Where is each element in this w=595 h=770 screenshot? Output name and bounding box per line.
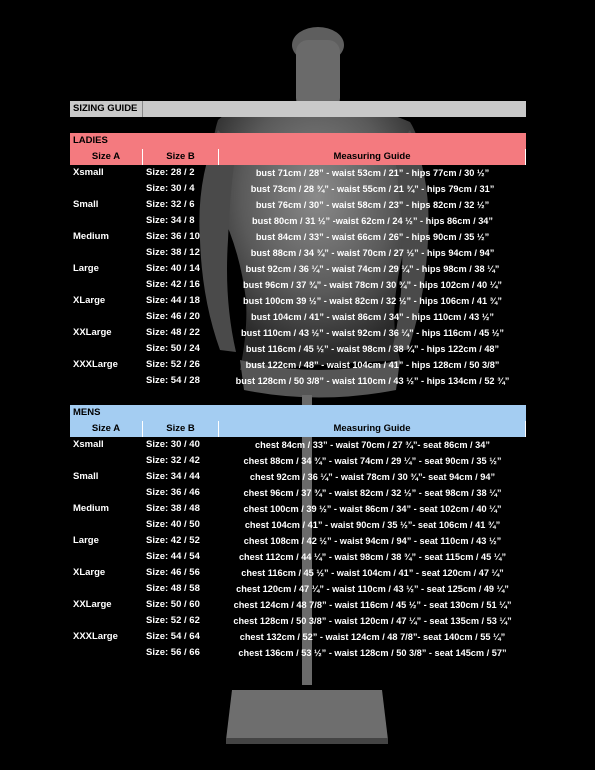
measuring-guide-cell: chest 120cm / 47 ¼” - waist 110cm / 43 ½” - seat 125cm / 49 ¼” bbox=[236, 584, 509, 594]
size-a-cell: XXXLarge bbox=[73, 631, 118, 642]
column-header-measuring-guide: Measuring Guide bbox=[219, 149, 526, 165]
size-a-cell bbox=[70, 341, 143, 357]
size-b-cell: Size: 30 / 4 bbox=[146, 183, 195, 194]
table-row bbox=[70, 629, 526, 645]
size-a-cell bbox=[70, 517, 143, 533]
table-row bbox=[70, 277, 526, 293]
table-row bbox=[70, 565, 526, 581]
measuring-guide-cell: bust 104cm / 41” - waist 86cm / 34” - hips 110cm / 43 ½” bbox=[250, 312, 495, 322]
size-b-cell: Size: 56 / 66 bbox=[146, 647, 200, 658]
measuring-guide-cell: chest 84cm / 33” - waist 70cm / 27 ¾”- seat 86cm / 34” bbox=[255, 440, 490, 450]
size-b-cell: Size: 28 / 2 bbox=[146, 167, 195, 178]
size-b-cell: Size: 38 / 12 bbox=[146, 247, 200, 258]
table-row bbox=[70, 373, 526, 389]
size-b-cell: Size: 34 / 8 bbox=[146, 215, 195, 226]
size-a-cell: XXXLarge bbox=[73, 359, 118, 370]
size-b-cell: Size: 50 / 60 bbox=[146, 599, 200, 610]
size-a-cell: Large bbox=[73, 263, 99, 274]
table-row bbox=[70, 261, 526, 277]
ladies-section-bar bbox=[70, 133, 526, 149]
measuring-guide-cell: bust 122cm / 48” - waist 104cm / 41” - hips 128cm / 50 3/8” bbox=[245, 360, 500, 370]
measuring-guide-cell: chest 124cm / 48 7/8” - waist 116cm / 45 ½” - seat 130cm / 51 ¼” bbox=[233, 600, 512, 610]
size-a-cell: Xsmall bbox=[73, 439, 104, 450]
measuring-guide-cell: bust 100cm 39 ½” - waist 82cm / 32 ½” - hips 106cm / 41 ¾” bbox=[243, 296, 502, 306]
size-a-cell bbox=[70, 309, 143, 325]
table-row bbox=[70, 485, 526, 501]
measuring-guide-cell: bust 110cm / 43 ½” - waist 92cm / 36 ¼” - hips 116cm / 45 ½” bbox=[241, 328, 504, 338]
sizing-guide-sheet bbox=[70, 101, 526, 661]
size-a-cell bbox=[70, 613, 143, 629]
size-b-cell: Size: 38 / 48 bbox=[146, 503, 200, 514]
size-a-cell bbox=[70, 245, 143, 261]
table-row bbox=[70, 581, 526, 597]
measuring-guide-cell: chest 132cm / 52” - waist 124cm / 48 7/8”- seat 140cm / 55 ¼” bbox=[239, 632, 506, 642]
size-b-cell: Size: 40 / 50 bbox=[146, 519, 200, 530]
size-a-cell: Medium bbox=[73, 503, 109, 514]
size-a-cell: Large bbox=[73, 535, 99, 546]
size-b-cell: Size: 50 / 24 bbox=[146, 343, 200, 354]
size-b-cell: Size: 46 / 56 bbox=[146, 567, 200, 578]
size-a-cell: XXLarge bbox=[73, 327, 112, 338]
size-b-cell: Size: 54 / 28 bbox=[146, 375, 200, 386]
size-b-cell: Size: 52 / 26 bbox=[146, 359, 200, 370]
size-a-cell: Small bbox=[73, 471, 99, 482]
spacer bbox=[70, 117, 526, 133]
table-row bbox=[70, 597, 526, 613]
table-row bbox=[70, 245, 526, 261]
table-row bbox=[70, 293, 526, 309]
sizing-guide-title-bar bbox=[70, 101, 526, 117]
size-b-cell: Size: 42 / 52 bbox=[146, 535, 200, 546]
mens-section-label: MENS bbox=[73, 407, 101, 418]
measuring-guide-cell: bust 116cm / 45 ½” - waist 98cm / 38 ¾” - hips 122cm / 48” bbox=[245, 344, 500, 354]
measuring-guide-cell: chest 112cm / 44 ¼” - waist 98cm / 38 ¾” - seat 115cm / 45 ¼” bbox=[238, 552, 507, 562]
measuring-guide-cell: chest 104cm / 41” - waist 90cm / 35 ½”- seat 106cm / 41 ¾” bbox=[244, 520, 501, 530]
size-a-cell: Xsmall bbox=[73, 167, 104, 178]
table-row bbox=[70, 645, 526, 661]
size-b-cell: Size: 48 / 58 bbox=[146, 583, 200, 594]
size-b-cell: Size: 52 / 62 bbox=[146, 615, 200, 626]
table-row bbox=[70, 325, 526, 341]
size-b-cell: Size: 32 / 6 bbox=[146, 199, 195, 210]
measuring-guide-cell: bust 80cm / 31 ½” -waist 62cm / 24 ½” - hips 86cm / 34” bbox=[251, 216, 494, 226]
table-row bbox=[70, 181, 526, 197]
ladies-table-body bbox=[70, 165, 526, 389]
ladies-section-label: LADIES bbox=[73, 135, 108, 146]
table-row bbox=[70, 341, 526, 357]
size-a-cell: Medium bbox=[73, 231, 109, 242]
table-row bbox=[70, 197, 526, 213]
size-a-cell bbox=[70, 277, 143, 293]
ladies-table-header bbox=[70, 149, 526, 165]
table-row bbox=[70, 309, 526, 325]
measuring-guide-cell: bust 73cm / 28 ¾” - waist 55cm / 21 ¾” - hips 79cm / 31” bbox=[250, 184, 495, 194]
size-b-cell: Size: 42 / 16 bbox=[146, 279, 200, 290]
column-header-measuring-guide: Measuring Guide bbox=[219, 421, 526, 437]
mens-table-body bbox=[70, 437, 526, 661]
measuring-guide-cell: chest 128cm / 50 3/8” - waist 120cm / 47 ¼” - seat 135cm / 53 ¼” bbox=[233, 616, 512, 626]
spacer bbox=[70, 389, 526, 405]
table-row bbox=[70, 453, 526, 469]
size-a-cell bbox=[70, 645, 143, 661]
measuring-guide-cell: chest 100cm / 39 ½” - waist 86cm / 34” - seat 102cm / 40 ¼” bbox=[243, 504, 502, 514]
size-a-cell: Small bbox=[73, 199, 99, 210]
size-b-cell: Size: 46 / 20 bbox=[146, 311, 200, 322]
size-b-cell: Size: 44 / 18 bbox=[146, 295, 200, 306]
size-a-cell: XLarge bbox=[73, 567, 106, 578]
measuring-guide-cell: bust 128cm / 50 3/8” - waist 110cm / 43 ½” - hips 134cm / 52 ¾” bbox=[235, 376, 510, 386]
measuring-guide-cell: chest 92cm / 36 ¼” - waist 78cm / 30 ¾”- seat 94cm / 94” bbox=[249, 472, 496, 482]
measuring-guide-cell: bust 88cm / 34 ¾” - waist 70cm / 27 ½” - hips 94cm / 94” bbox=[250, 248, 495, 258]
size-b-cell: Size: 36 / 10 bbox=[146, 231, 200, 242]
measuring-guide-cell: chest 116cm / 45 ½” - waist 104cm / 41” - seat 120cm / 47 ¼” bbox=[241, 568, 504, 578]
size-b-cell: Size: 44 / 54 bbox=[146, 551, 200, 562]
size-b-cell: Size: 34 / 44 bbox=[146, 471, 200, 482]
table-row bbox=[70, 165, 526, 181]
size-a-cell bbox=[70, 549, 143, 565]
size-a-cell bbox=[70, 213, 143, 229]
size-b-cell: Size: 54 / 64 bbox=[146, 631, 200, 642]
table-row bbox=[70, 533, 526, 549]
table-row bbox=[70, 437, 526, 453]
size-b-cell: Size: 30 / 40 bbox=[146, 439, 200, 450]
measuring-guide-cell: chest 96cm / 37 ¾” - waist 82cm / 32 ½” - seat 98cm / 38 ¼” bbox=[243, 488, 502, 498]
size-a-cell: XXLarge bbox=[73, 599, 112, 610]
size-b-cell: Size: 36 / 46 bbox=[146, 487, 200, 498]
column-header-size-a: Size A bbox=[70, 421, 143, 437]
measuring-guide-cell: chest 88cm / 34 ¾” - waist 74cm / 29 ¼” - seat 90cm / 35 ½” bbox=[243, 456, 502, 466]
measuring-guide-cell: bust 84cm / 33” - waist 66cm / 26” - hips 90cm / 35 ½” bbox=[255, 232, 490, 242]
column-header-size-b: Size B bbox=[143, 421, 219, 437]
size-a-cell: XLarge bbox=[73, 295, 106, 306]
measuring-guide-cell: bust 92cm / 36 ¼” - waist 74cm / 29 ¼” - hips 98cm / 38 ¼” bbox=[245, 264, 500, 274]
size-a-cell bbox=[70, 485, 143, 501]
table-row bbox=[70, 549, 526, 565]
size-a-cell bbox=[70, 453, 143, 469]
column-header-size-b: Size B bbox=[143, 149, 219, 165]
page-title: SIZING GUIDE bbox=[70, 101, 143, 117]
mens-section-bar bbox=[70, 405, 526, 421]
size-a-cell bbox=[70, 181, 143, 197]
table-row bbox=[70, 469, 526, 485]
measuring-guide-cell: chest 136cm / 53 ½” - waist 128cm / 50 3/8” - seat 145cm / 57” bbox=[238, 648, 507, 658]
measuring-guide-cell: chest 108cm / 42 ½” - waist 94cm / 94” - seat 110cm / 43 ½” bbox=[243, 536, 502, 546]
table-row bbox=[70, 357, 526, 373]
size-a-cell bbox=[70, 373, 143, 389]
size-b-cell: Size: 48 / 22 bbox=[146, 327, 200, 338]
size-a-cell bbox=[70, 581, 143, 597]
measuring-guide-cell: bust 76cm / 30” - waist 58cm / 23” - hips 82cm / 32 ½” bbox=[255, 200, 490, 210]
mens-table-header bbox=[70, 421, 526, 437]
table-row bbox=[70, 501, 526, 517]
size-b-cell: Size: 40 / 14 bbox=[146, 263, 200, 274]
column-header-size-a: Size A bbox=[70, 149, 143, 165]
table-row bbox=[70, 229, 526, 245]
table-row bbox=[70, 213, 526, 229]
table-row bbox=[70, 613, 526, 629]
table-row bbox=[70, 517, 526, 533]
measuring-guide-cell: bust 96cm / 37 ¾” - waist 78cm / 30 ¾” - hips 102cm / 40 ¼” bbox=[243, 280, 502, 290]
measuring-guide-cell: bust 71cm / 28” - waist 53cm / 21” - hips 77cm / 30 ½” bbox=[255, 168, 490, 178]
size-b-cell: Size: 32 / 42 bbox=[146, 455, 200, 466]
